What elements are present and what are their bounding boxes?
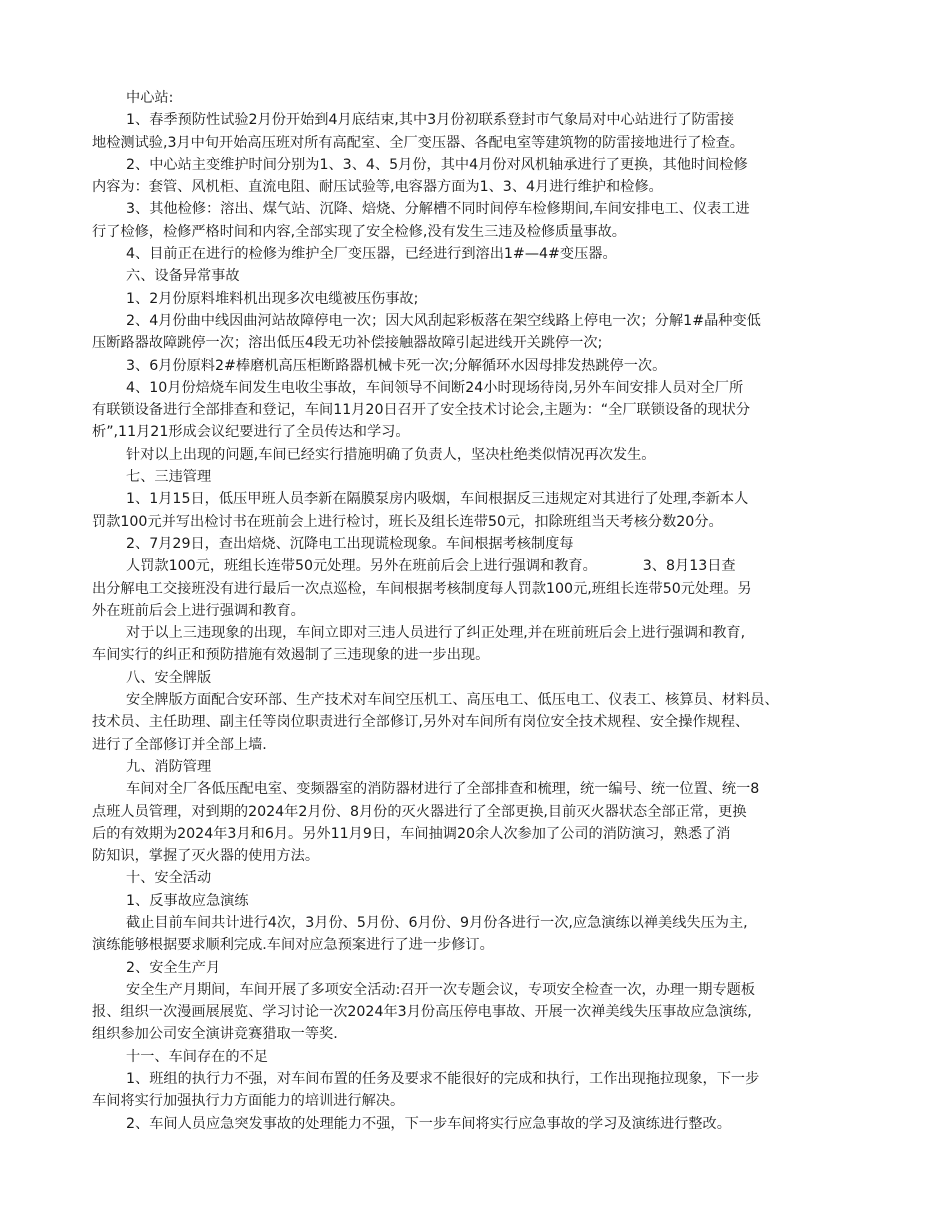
paragraph-line: 演练能够根据要求顺利完成.车间对应急预案进行了进一步修订。	[92, 937, 494, 954]
paragraph-line: 车间将实行加强执行力方面能力的培训进行解决。	[92, 1093, 405, 1110]
paragraph-line: 安全牌版方面配合安环部、生产技术对车间空压机工、高压电工、低压电工、仪表工、核算员、材料员、	[126, 692, 779, 709]
paragraph-line: 罚款100元并写出检讨书在班前会上进行检讨，班长及组长连带50元，扣除班组当天考核分数20分。	[92, 513, 723, 530]
paragraph-line: 4、10月份焙烧车间发生电收尘事故，车间领导不间断24小时现场待岗,另外车间安排人员对全厂所	[126, 379, 744, 396]
section-heading: 八、安全牌版	[126, 669, 212, 686]
paragraph-line: 防知识，掌握了灭火器的使用方法。	[92, 848, 320, 865]
paragraph-line: 2、车间人员应急突发事故的处理能力不强，下一步车间将实行应急事故的学习及演练进行整改。	[126, 1115, 731, 1132]
paragraph-line	[92, 555, 870, 577]
paragraph-line: 针对以上出现的问题,车间已经实行措施明确了负责人，坚决杜绝类似情况再次发生。	[126, 446, 656, 463]
subsection-heading: 2、安全生产月	[126, 959, 221, 976]
section-heading: 六、设备异常事故	[126, 268, 240, 285]
document-body	[92, 87, 870, 1135]
paragraph-line: 截止目前车间共计进行4次，3月份、5月份、6月份、9月份各进行一次,应急演练以禅美线失压为主,	[126, 914, 748, 931]
paragraph-line: 1、1月15日，低压甲班人员李新在隔膜泵房内吸烟，车间根据反三违规定对其进行了处理,李新本人	[126, 491, 749, 508]
paragraph-line: 1、2月份原料堆料机出现多次电缆被压伤事故;	[126, 290, 419, 307]
paragraph-line: 地检测试验,3月中旬开始高压班对所有高配室、全厂变压器、各配电室等建筑物的防雷接地进行了检查。	[92, 134, 744, 151]
paragraph-line: 内容为：套管、风机柜、直流电阻、耐压试验等,电容器方面为1、3、4月进行维护和检修。	[92, 179, 663, 196]
section-heading: 十、安全活动	[126, 870, 212, 887]
paragraph-line: 报、组织一次漫画展展览、学习讨论一次2024年3月份高压停电事故、开展一次禅美线失压事故应急演练,	[92, 1004, 752, 1021]
paragraph-line: 后的有效期为2024年3月和6月。另外11月9日，车间抽调20余人次参加了公司的消防演习，熟悉了消	[92, 825, 731, 842]
section-heading: 十一、车间存在的不足	[126, 1048, 268, 1065]
paragraph-line: 安全生产月期间，车间开展了多项安全活动:召开一次专题会议，专项安全检查一次，办理一期专题板	[126, 981, 756, 998]
paragraph-line: 车间对全厂各低压配电室、变频器室的消防器材进行了全部排查和梳理，统一编号、统一位置、统一8	[126, 781, 760, 798]
paragraph-line: 3、6月份原料2#棒磨机高压柜断路器机械卡死一次;分解循环水因母排发热跳停一次。	[126, 357, 667, 374]
paragraph-line: 2、4月份曲中线因曲河站故障停电一次；因大风刮起彩板落在架空线路上停电一次；分解1#晶种变低	[126, 312, 761, 329]
section-heading: 九、消防管理	[126, 758, 212, 775]
paragraph-line: 2、7月29日，查出焙烧、沉降电工出现谎检现象。车间根据考核制度每	[126, 535, 574, 552]
paragraph-line: 有联锁设备进行全部排查和登记，车间11月20日召开了安全技术讨论会,主题为：“全厂联锁设备的现状分	[92, 402, 751, 419]
paragraph-line: 对于以上三违现象的出现，车间立即对三违人员进行了纠正处理,并在班前班后会上进行强调和教育,	[126, 625, 746, 642]
paragraph-line: 进行了全部修订并全部上墙.	[92, 736, 267, 753]
subsection-heading: 1、反事故应急演练	[126, 892, 249, 909]
paragraph-fragment: 人罚款100元，班组长连带50元处理。另外在班前后会上进行强调和教育。	[126, 558, 597, 575]
paragraph-line: 出分解电工交接班没有进行最后一次点巡检，车间根据考核制度每人罚款100元,班组长连带50元处理。另	[92, 580, 752, 597]
paragraph-line: 点班人员管理，对到期的2024年2月份、8月份的灭火器进行了全部更换,目前灭火器状态全部正常，更换	[92, 803, 747, 820]
paragraph-line: 外在班前后会上进行强调和教育。	[92, 602, 305, 619]
section-heading: 中心站:	[126, 90, 174, 106]
paragraph-line: 组织参加公司安全演讲竞赛猎取一等奖.	[92, 1026, 338, 1043]
paragraph-line: 技术员、主任助理、副主任等岗位职责进行全部修订,另外对车间所有岗位安全技术规程、安全操作规程、	[92, 714, 750, 731]
paragraph-line: 压断路器故障跳停一次；溶出低压4段无功补偿接触器故障引起进线开关跳停一次;	[92, 335, 603, 352]
paragraph-line: 3、其他检修：溶出、煤气站、沉降、焙烧、分解槽不同时间停车检修期间,车间安排电工、仪表工进	[126, 201, 750, 218]
paragraph-line: 车间实行的纠正和预防措施有效遏制了三违现象的进一步出现。	[92, 647, 490, 664]
paragraph-line: 1、班组的执行力不强，对车间布置的任务及要求不能很好的完成和执行，工作出现拖拉现象，下一步	[126, 1071, 760, 1088]
paragraph-line: 1、春季预防性试验2月份开始到4月底结束,其中3月份初联系登封市气象局对中心站进行了防雷接	[126, 112, 735, 129]
paragraph-fragment: 3、8月13日查	[642, 558, 736, 575]
paragraph-line: 析”,11月21形成会议纪要进行了全员传达和学习。	[92, 424, 410, 441]
paragraph-line: 4、目前正在进行的检修为维护全厂变压器，已经进行到溶出1#—4#变压器。	[126, 246, 617, 263]
paragraph-line: 2、中心站主变维护时间分别为1、3、4、5月份，其中4月份对风机轴承进行了更换，其他时间检修	[126, 156, 748, 173]
section-heading: 七、三违管理	[126, 469, 212, 486]
paragraph-line: 行了检修，检修严格时间和内容,全部实现了安全检修,没有发生三违及检修质量事故。	[92, 223, 626, 240]
